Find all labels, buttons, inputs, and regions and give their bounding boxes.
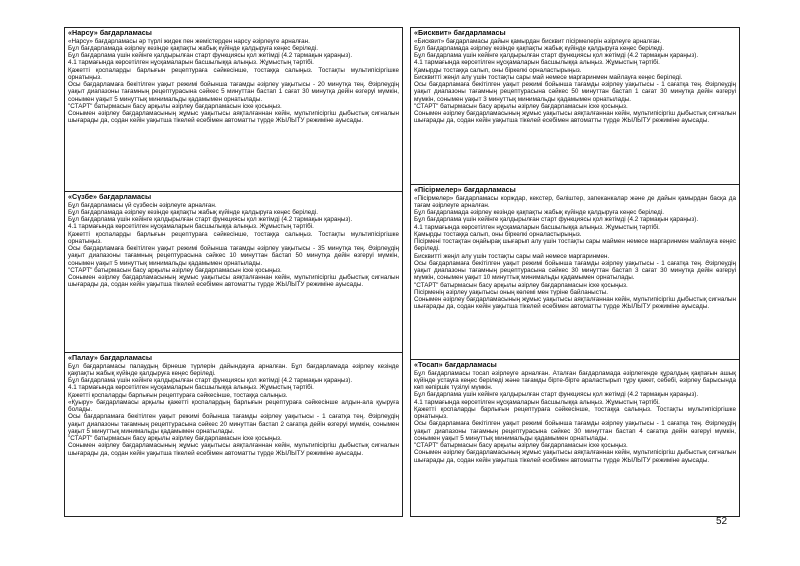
manual-page bbox=[64, 27, 740, 517]
paragraph: "СТАРТ" батырмасын басу арқылы әзірлеу бағдарламасын іске қосыңыз. bbox=[68, 435, 282, 443]
paragraph: Қажетті қоспаларды барлығын рецептураға сәйкесінше, тостаққа салыңыз. Тостақты мультипісіргішке орнатыңыз. bbox=[68, 66, 399, 81]
section-palau bbox=[64, 353, 403, 517]
paragraph: «Қуыру» бағдарламасы арқылы қажетті қоспалардың барлығын рецептураға сәйкесінше алдын-ала қуыруға болады. bbox=[68, 398, 399, 414]
paragraph: Бұл бағдарламада әзірлеу кезінде қақпақты жабық күйінде қалдыруға кеңес беріледі. bbox=[68, 44, 318, 52]
paragraph: Пісірмені тостақтан оңайырақ шығарып алу үшін тостақты сары маймен немесе маргаринмен майлауға кеңес беріледі. bbox=[414, 238, 736, 253]
paragraph: Осы бағдарламаға бекітілген уақыт режимі бойынша тағамды әзірлеу уақытысы - 20 минутқа тең. Әзірлеудің уақыт диапазоны тағамның рецептурасына сәйкес 5 минуттан бастап 1 сағат 30 минутқа дейін өзгеруі мүмкін, сонымен уақыт 5 минуттық минимальды қадамымен орнатылады. bbox=[68, 81, 399, 103]
paragraph: Қамырды тостаққа салып, оны біркелкі орналастырыңыз. bbox=[414, 230, 582, 238]
paragraph: Сонымен әзірлеу бағдарламасының жұмыс уақытысы аяқталғаннан кейін, мультипісіргіш дыбыстық сигналын шығарады да, содан кейін уақытша тікелей есебімен автоматты түрде ЖЫЛЫТУ режиміне ауысады. bbox=[414, 110, 736, 125]
paragraph: 4.1 тармағында көрсетілген нұсқамаларын басшылыққа алыңыз. Жұмыстың тәртібі. bbox=[68, 223, 314, 231]
left-column bbox=[64, 27, 403, 517]
paragraph: Бұл бағдарлама үшін кейінге қалдырылған старт функциясы қол жетімді (4.2 тармақын қараңыз). bbox=[68, 52, 353, 60]
paragraph: Пісірменің әзірлеу уақытысы оның көлемі мен түріне байланысты. bbox=[414, 288, 609, 296]
paragraph: Бұл бағдарламада әзірлеу кезінде қақпақты жабық күйінде қалдыруға кеңес беріледі. bbox=[414, 209, 664, 217]
section-suzbe bbox=[64, 192, 403, 353]
paragraph: 4.1 тармағында көрсетілген нұсқамаларын басшылыққа алыңыз. Жұмыстың тәртібі. bbox=[68, 384, 314, 392]
paragraph: Бұл бағдарламада әзірлеу кезінде қақпақты жабық күйінде қалдыруға кеңес беріледі. bbox=[414, 44, 664, 52]
right-column bbox=[410, 27, 740, 517]
section-title: «Палау» бағдарламасы bbox=[68, 353, 153, 362]
paragraph: Осы бағдарламаға бекітілген уақыт режимі бойынша тағамды әзірлеу уақытысы - 1 сағатқа тең. Әзірлеудің уақыт диапазоны тағамның рецептурасына сәйкес 20 минуттан бастап 2 сағатқа дейін өзгеруі мүмкін, сонымен уақыт 5 минуттық минимальды қадамымен орнатылады. bbox=[68, 413, 399, 435]
paragraph: Сонымен әзірлеу бағдарламасының жұмыс уақытысы аяқталғаннан кейін, мультипісіргіш дыбыстық сигналын шығарады да, содан кейін уақытша тікелей есебімен автоматты түрде ЖЫЛЫТУ режиміне ауысады. bbox=[68, 274, 399, 289]
paragraph: Бұл бағдарлама үшін кейінге қалдырылған старт функциясы қол жетімді (4.2 тармақын қараңыз). bbox=[414, 216, 699, 224]
paragraph: Бұл бағдарламасы палаудың бірнеше түрлерін дайындауға арналған. Бұл бағдарламада әзірлеу кезінде қақпақты жабық күйінде қалдыруға кеңес беріледі. bbox=[68, 362, 399, 377]
paragraph: Осы бағдарламаға бекітілген уақыт режимі бойынша тағамды әзірлеу уақытысы - 35 минутқа тең. Әзірлеудің уақыт диапазоны тағамның рецептурасына сәйкес 10 минуттан бастап 50 минутқа дейін өзгеруі мүмкін, сонымен уақыт 5 минуттық минимальды қадамымен орнатылады. bbox=[68, 245, 399, 267]
paragraph: «Бисквит» бағдарламасы дайын қамырдан бисквит пісірмелерін әзірлеуге арналған. bbox=[414, 37, 662, 45]
section-narsu bbox=[64, 27, 403, 192]
paragraph: "СТАРТ" батырмасын басу арқылы әзірлеу бағдарламасын іске қосыңыз. bbox=[414, 102, 628, 110]
section-title: «Сүзбе» бағдарламасы bbox=[68, 192, 152, 201]
paragraph: 4.1 тармағында көрсетілген нұсқамаларын басшылыққа алыңыз. Жұмыстың тәртібі. bbox=[68, 59, 314, 67]
paragraph: Сонымен әзірлеу бағдарламасының жұмыс уақытысы аяқталғаннан кейін, мультипісіргіш дыбыстық сигналын шығарады да, содан кейін уақытша тікелей есебімен автоматты түрде ЖЫЛЫТУ режиміне ауысады. bbox=[414, 449, 736, 464]
paragraph: Қажетті қоспаларды барлығын рецептураға сәйкесінше, тостаққа салыңыз. Тостақты мультипісіргішке орнатыңыз. bbox=[68, 230, 399, 245]
paragraph: 4.1 тармағында көрсетілген нұсқамаларын басшылыққа алыңыз. Жұмыстың тәртібі. bbox=[414, 223, 660, 231]
paragraph: Сонымен әзірлеу бағдарламасының жұмыс уақытысы аяқталғаннан кейін, мультипісіргіш дыбыстық сигналын шығарады да, содан кейін уақытша тікелей есебімен автоматты түрде ЖЫЛЫТУ режиміне ауысады. bbox=[68, 110, 399, 125]
paragraph: Осы бағдарламаға бекітілген уақыт режимі бойынша тағамды әзірлеу уақытысы - 1 сағатқа тең. Әзірлеудің уақыт диапазоны тағамның рецептурасына сәйкес 50 минуттан бастап 1 сағат 30 минутқа дейін өзгеруі мүмкін, сонымен уақыт 3 минуттық минимальды қадамымен орнатылады. bbox=[414, 81, 736, 103]
paragraph: Осы бағдарламаға бекітілген уақыт режимі бойынша тағамды әзірлеу уақытысы - 1 сағатқа тең. Әзірлеудің уақыт диапазоны тағамның рецептурасына сәйкес 30 минуттан бастап 3 сағат 30 минутқа дейін өзгеруі мүмкін, сонымен уақыт 10 минуттық минимальды қадамымен орнатылады. bbox=[414, 259, 736, 282]
section-title: «Нарсу» бағдарламасы bbox=[68, 28, 152, 37]
paragraph: Сонымен әзірлеу бағдарламасының жұмыс уақытысы аяқталғаннан кейін, мультипісіргіш дыбыстық сигналын шығарады да, содан кейін уақытша тікелей есебімен автоматты түрде ЖЫЛЫТУ режиміне ауысады. bbox=[68, 442, 399, 457]
paragraph: 4.1 тармағында көрсетілген нұсқамаларын басшылыққа алыңыз. Жұмыстың тәртібі. bbox=[414, 398, 660, 406]
paragraph: "СТАРТ" батырмасын басу арқылы әзірлеу бағдарламасын іске қосыңыз. bbox=[68, 266, 282, 274]
page-number: 52 bbox=[716, 516, 728, 527]
section-title: «Пісірмелер» бағдарламасы bbox=[414, 185, 516, 194]
paragraph: Қамырды тостаққа салып, оны біркелкі орналастырыңыз. bbox=[414, 66, 582, 74]
paragraph: Бұл бағдарламада әзірлеу кезінде қақпақты жабық күйінде қалдыруға кеңес беріледі. bbox=[68, 208, 318, 216]
paragraph: Бұл бағдарлама үшін кейінге қалдырылған старт функциясы қол жетімді (4.2 тармақын қараңыз). bbox=[414, 52, 699, 60]
paragraph: 4.1 тармағында көрсетілген нұсқамаларын басшылыққа алыңыз. Жұмыстың тәртібі. bbox=[414, 59, 660, 67]
paragraph: Бисквитті жеңіл алу үшін тостақты сары май немесе маргаринмен майлауға кеңес беріледі. bbox=[414, 73, 683, 81]
section-pisirmeler bbox=[410, 185, 740, 360]
section-tosap bbox=[410, 360, 740, 517]
paragraph: Бұл бағдарлама үшін кейінге қалдырылған старт функциясы қол жетімді (4.2 тармақын қараңыз). bbox=[68, 377, 353, 385]
paragraph: Қажетті қоспаларды барлығын рецептураға сәйкесінше, тостаққа салыңыз. bbox=[68, 391, 288, 399]
section-biskvit bbox=[410, 27, 740, 185]
paragraph: "СТАРТ" батырмасын басу арқылы әзірлеу бағдарламасын іске қосыңыз. bbox=[414, 281, 628, 289]
paragraph: Бұл бағдарлама үшін кейінге қалдырылған старт функциясы қол жетімді (4.2 тармақын қараңыз). bbox=[414, 391, 699, 399]
paragraph: Осы бағдарламаға бекітілген уақыт режимі бойынша тағамды әзірлеу уақытысы - 1 сағатқа тең. Әзірлеудің уақыт диапазоны тағамның рецептурасына сәйкес 30 минуттан бастап 4 сағатқа дейін өзгеруі мүмкін, сонымен уақыт 5 минуттық минимальды қадамымен орнатылады. bbox=[414, 420, 736, 442]
paragraph: Бұл бағдарламасы үй сүзбесін әзірлеуге арналған. bbox=[68, 201, 217, 209]
paragraph: Қажетті қоспаларды барлығын рецептураға сәйкесінше, тостаққа салыңыз. Тостақты мультипісіргішке орнатыңыз. bbox=[414, 405, 736, 421]
paragraph: Бисквитті жеңіл алу үшін тостақты сары май немесе маргаринмен. bbox=[414, 252, 610, 260]
paragraph: Сонымен әзірлеу бағдарламасының жұмыс уақытысы аяқталғаннан кейін, мультипісіргіш дыбыстық сигналын шығарады да, содан кейін уақытша тікелей есебімен автоматты түрде ЖЫЛЫТУ режиміне ауысады. bbox=[414, 296, 736, 311]
section-title: «Тосап» бағдарламасы bbox=[414, 360, 497, 369]
paragraph: "СТАРТ" батырмасын басу арқылы әзірлеу бағдарламасын іске қосыңыз. bbox=[414, 442, 628, 450]
paragraph: Бұл бағдарламасы тосап әзірлеуге арналған. Аталған бағдарламада әзірлегенде құралдың қақпағын ашық күйінде устауға кеңес беріледі және тағамды бірте-бірте араластырып тұру қажет, себебі, әзірлеу барысында көп көпіршік түзілуі мүмкін. bbox=[414, 369, 736, 392]
paragraph: «Пісірмелер» бағдарламасы корждар, кекстер, бәліштер, запеканкалар және де дайын қамырдан басқа да тағам әзірлеуге арналған. bbox=[414, 194, 736, 209]
section-title: «Бисквит» бағдарламасы bbox=[414, 28, 506, 37]
paragraph: Бұл бағдарлама үшін кейінге қалдырылған старт функциясы қол жетімді (4.2 тармақын қараңыз). bbox=[68, 216, 353, 224]
paragraph: «Нарсу» бағдарламасы әр түрлі жидек пен жемістерден нарсу әзірлеуге арналған. bbox=[68, 37, 310, 45]
paragraph: "СТАРТ" батырмасын басу арқылы әзірлеу бағдарламасын іске қосыңыз. bbox=[68, 102, 282, 110]
